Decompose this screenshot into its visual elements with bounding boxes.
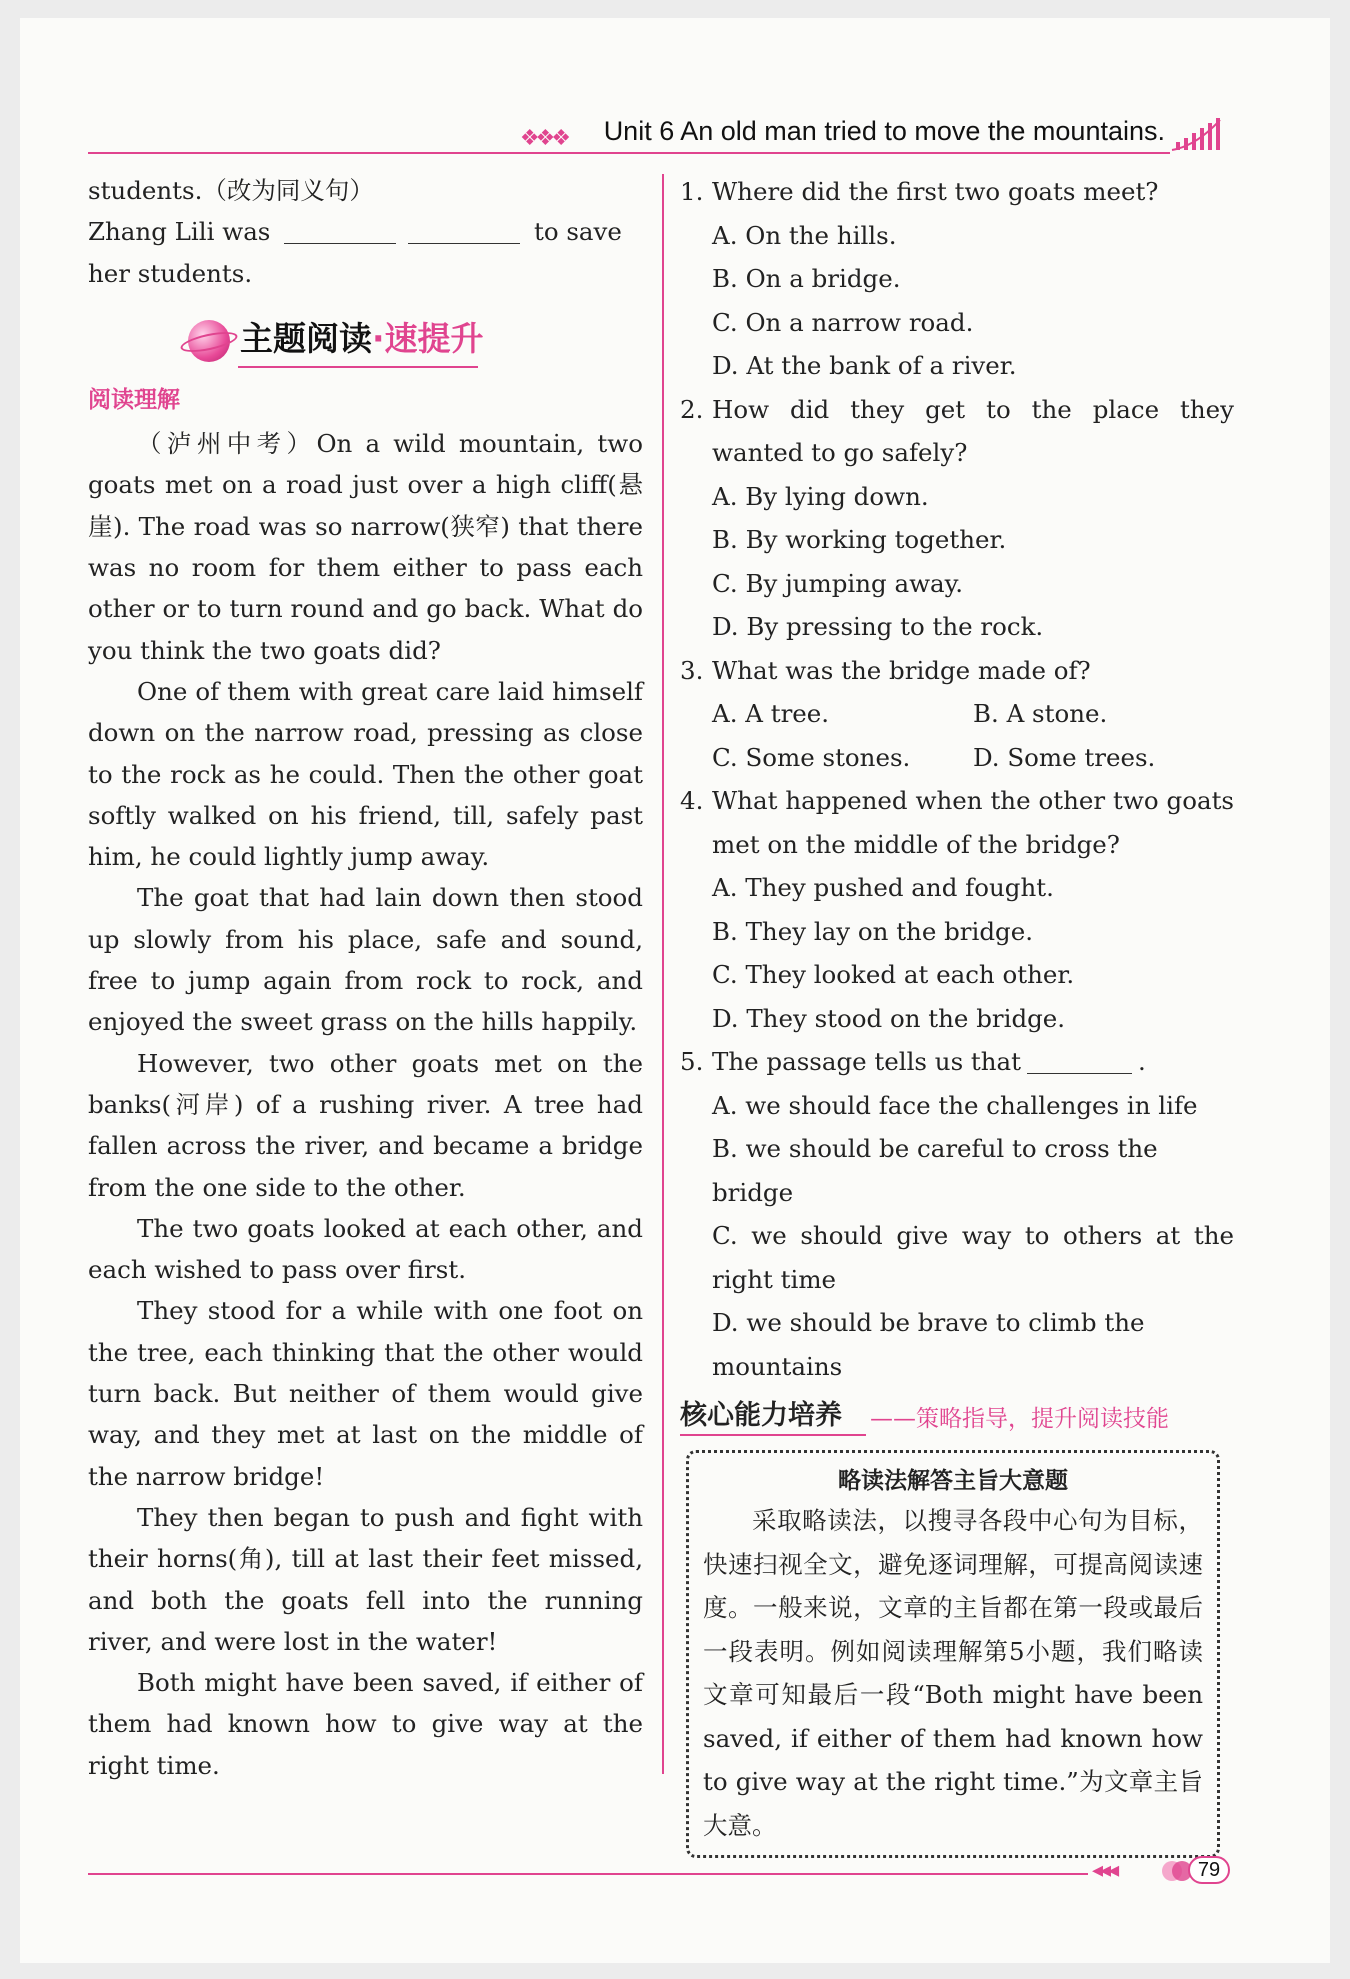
answer-option[interactable]: D. They stood on the bridge. <box>712 1003 1066 1033</box>
question-text: The passage tells us that . <box>712 1047 1146 1076</box>
passage-paragraph: However, two other goats met on the banks(河岸) of a rushing river. A tree had fallen across the river, and became a bridge from the one side to the other. <box>88 1048 643 1202</box>
diamond-decor-icon: ❖❖❖ <box>519 126 567 151</box>
passage-paragraph: （泸州中考）On a wild mountain, two goats met on a road just over a high cliff(悬崖). The road was so narrow(狭窄) that there was no room for them either to pass each other or to turn round and go back. What do you think the two goats did? <box>88 429 643 665</box>
passage-paragraph: Both might have been saved, if either of them had known how to give way at the right time. <box>88 1668 643 1780</box>
passage-paragraph: The two goats looked at each other, and each wished to pass over first. <box>88 1213 643 1285</box>
answer-blank[interactable] <box>408 220 520 244</box>
tip-body: 采取略读法，以搜寻各段中心句为目标，快速扫视全文，避免逐词理解，可提高阅读速度。一般来说，文章的主旨都在第一段或最后一段表明。例如阅读理解第5小题，我们略读文章可知最后一段“Both might have been saved, if either of them had known how to give way at the right time.”为文章主旨大意。 <box>703 1506 1203 1840</box>
section-banner <box>88 306 643 376</box>
column-divider <box>662 174 664 1774</box>
exercise-text: to save <box>533 217 622 247</box>
reading-subheading: 阅读理解 <box>88 386 180 413</box>
tip-box <box>686 1450 1220 1858</box>
exercise-line <box>88 211 643 252</box>
skill-header <box>680 1392 1234 1440</box>
skill-title: 核心能力培养 <box>680 1400 842 1431</box>
question-number: 4. <box>680 786 704 815</box>
answer-option[interactable]: A. They pushed and fought. <box>712 873 1054 902</box>
answer-option[interactable]: C. Some stones. <box>712 742 911 772</box>
answer-option[interactable]: C. we should give way to others at the right time <box>712 1221 1234 1294</box>
answer-option[interactable]: B. A stone. <box>973 699 1108 728</box>
bar-chart-icon <box>1170 116 1222 152</box>
exercise-text: Zhang Lili was <box>88 217 271 247</box>
banner-title: 主题阅读·速提升 <box>240 318 484 358</box>
question <box>680 779 1234 1040</box>
question-text: How did they get to the place they wanted to go safely? <box>712 394 1234 467</box>
passage-paragraph: They then began to push and fight with their horns(角), till at last their feet missed, and both the goats fell into the running river, and were lost in the water! <box>88 1502 643 1656</box>
answer-option[interactable]: B. On a bridge. <box>712 264 901 293</box>
question-number: 5. <box>680 1047 704 1076</box>
answer-option[interactable]: A. we should face the challenges in life <box>712 1090 1198 1120</box>
tip-title: 略读法解答主旨大意题 <box>838 1468 1068 1494</box>
question-text: What was the bridge made of? <box>712 655 1091 685</box>
question <box>680 388 1234 649</box>
skill-subtitle: ——策略指导，提升阅读技能 <box>870 1406 1169 1432</box>
passage-paragraph: They stood for a while with one foot on the tree, each thinking that the other would turn back. But neither of them would give way, and they met at last on the middle of the narrow bridge! <box>88 1296 643 1491</box>
question <box>680 1040 1234 1388</box>
answer-option[interactable]: D. Some trees. <box>973 742 1156 772</box>
unit-title: Unit 6 An old man tried to move the mountains. <box>603 116 1165 146</box>
exercise-line: students.（改为同义句） <box>88 176 374 205</box>
exercise-line: her students. <box>88 258 253 288</box>
answer-option[interactable]: C. They looked at each other. <box>712 960 1075 989</box>
question-number: 2. <box>680 394 704 424</box>
passage-paragraph: One of them with great care laid himself down on the narrow road, pressing as close to the rock as he could. Then the other goat softly walked on his friend, till, safely past him, he could lightly jump away. <box>88 676 643 872</box>
question <box>680 649 1234 780</box>
answer-option[interactable]: C. On a narrow road. <box>712 307 974 337</box>
answer-option[interactable]: A. By lying down. <box>712 481 929 511</box>
question-text: Where did the first two goats meet? <box>712 177 1159 206</box>
answer-option[interactable]: B. we should be careful to cross the bridge <box>712 1134 1158 1207</box>
answer-option[interactable]: A. A tree. <box>712 699 830 728</box>
arrow-decor-icon: ◂◂◂ <box>1092 1858 1117 1883</box>
passage-paragraph: The goat that had lain down then stood up slowly from his place, safe and sound, free to jump again from rock to rock, and enjoyed the sweet grass on the hills happily. <box>88 883 643 1037</box>
answer-blank[interactable] <box>1027 1050 1132 1074</box>
banner-underline <box>238 366 478 368</box>
question-text: What happened when the other two goats met on the middle of the bridge? <box>712 786 1234 859</box>
skill-title-underline <box>680 1434 866 1436</box>
footer-rule <box>88 1873 1088 1875</box>
left-column <box>88 170 643 1786</box>
page-header <box>70 96 1240 156</box>
answer-option[interactable]: D. At the bank of a river. <box>712 351 1017 380</box>
answer-option[interactable]: A. On the hills. <box>712 220 897 250</box>
question <box>680 170 1234 388</box>
page-number: 79 <box>1188 1856 1230 1884</box>
question-number: 3. <box>680 655 704 685</box>
header-rule <box>88 152 1170 154</box>
answer-option[interactable]: D. By pressing to the rock. <box>712 612 1044 641</box>
right-column <box>680 170 1234 1858</box>
answer-blank[interactable] <box>284 220 396 244</box>
question-number: 1. <box>680 177 704 206</box>
answer-option[interactable]: D. we should be brave to climb the mountains <box>712 1308 1145 1381</box>
answer-option[interactable]: C. By jumping away. <box>712 568 964 598</box>
answer-option[interactable]: B. They lay on the bridge. <box>712 916 1034 946</box>
answer-option[interactable]: B. By working together. <box>712 525 1007 554</box>
